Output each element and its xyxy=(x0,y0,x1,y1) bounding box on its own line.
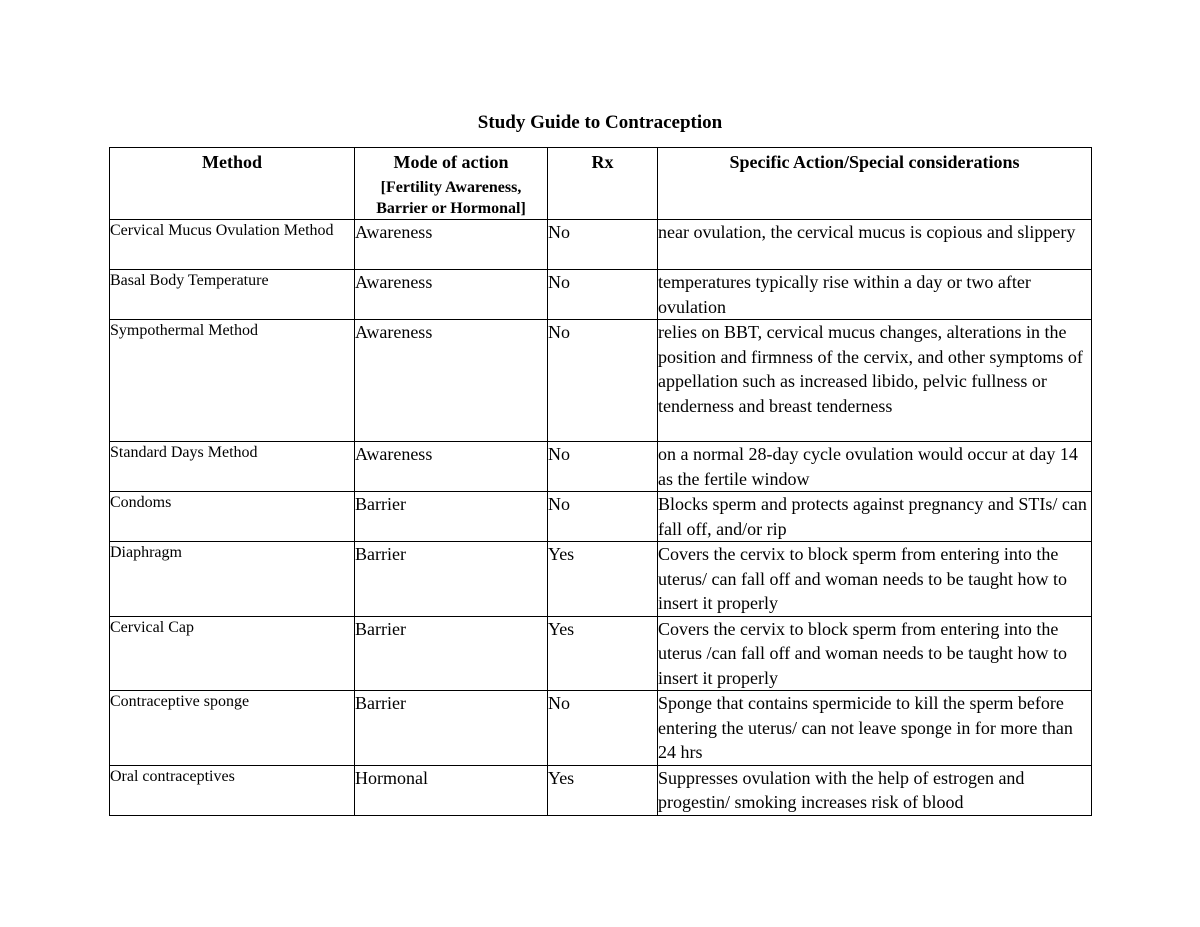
table-row xyxy=(110,542,1092,617)
header-specific-action: Specific Action/Special considerations xyxy=(658,148,1092,220)
contraception-table xyxy=(109,147,1092,816)
rx-cell: No xyxy=(548,691,658,766)
header-mode-sub-line-2: Barrier or Hormonal] xyxy=(376,200,526,217)
rx-cell: Yes xyxy=(548,616,658,691)
table-row xyxy=(110,492,1092,542)
table-header-row xyxy=(110,148,1092,220)
mode-cell: Awareness xyxy=(355,270,548,320)
detail-cell: Suppresses ovulation with the help of estrogen and progestin/ smoking increases risk of blood xyxy=(658,765,1092,815)
method-cell: Diaphragm xyxy=(110,542,355,617)
detail-cell: Blocks sperm and protects against pregnancy and STIs/ can fall off, and/or rip xyxy=(658,492,1092,542)
rx-cell: No xyxy=(548,270,658,320)
method-cell: Oral contraceptives xyxy=(110,765,355,815)
header-method: Method xyxy=(110,148,355,220)
table-row xyxy=(110,270,1092,320)
method-cell: Sympothermal Method xyxy=(110,320,355,442)
detail-cell: on a normal 28-day cycle ovulation would occur at day 14 as the fertile window xyxy=(658,442,1092,492)
header-mode-subtitle xyxy=(355,174,547,219)
header-mode-of-action xyxy=(355,148,548,220)
detail-cell: relies on BBT, cervical mucus changes, alterations in the position and firmness of the cervix, and other symptoms of appellation such as increased libido, pelvic fullness or tenderness and breast tenderness xyxy=(658,320,1092,442)
rx-cell: No xyxy=(548,442,658,492)
mode-cell: Barrier xyxy=(355,542,548,617)
table-row xyxy=(110,220,1092,270)
header-rx: Rx xyxy=(548,148,658,220)
table-row xyxy=(110,320,1092,442)
mode-cell: Hormonal xyxy=(355,765,548,815)
method-cell: Cervical Mucus Ovulation Method xyxy=(110,220,355,270)
detail-cell: Covers the cervix to block sperm from entering into the uterus /can fall off and woman needs to be taught how to insert it properly xyxy=(658,616,1092,691)
method-cell: Contraceptive sponge xyxy=(110,691,355,766)
table-row xyxy=(110,691,1092,766)
mode-cell: Barrier xyxy=(355,616,548,691)
detail-cell: temperatures typically rise within a day or two after ovulation xyxy=(658,270,1092,320)
table-row xyxy=(110,442,1092,492)
table-row xyxy=(110,765,1092,815)
detail-cell: near ovulation, the cervical mucus is copious and slippery xyxy=(658,220,1092,270)
mode-cell: Awareness xyxy=(355,442,548,492)
header-mode-label: Mode of action xyxy=(393,152,509,172)
mode-cell: Awareness xyxy=(355,220,548,270)
mode-cell: Barrier xyxy=(355,691,548,766)
header-mode-sub-line-1: [Fertility Awareness, xyxy=(380,179,522,196)
table-row xyxy=(110,616,1092,691)
method-cell: Standard Days Method xyxy=(110,442,355,492)
mode-cell: Barrier xyxy=(355,492,548,542)
rx-cell: No xyxy=(548,220,658,270)
detail-cell: Covers the cervix to block sperm from entering into the uterus/ can fall off and woman needs to be taught how to insert it properly xyxy=(658,542,1092,617)
rx-cell: Yes xyxy=(548,542,658,617)
detail-cell: Sponge that contains spermicide to kill the sperm before entering the uterus/ can not leave sponge in for more than 24 hrs xyxy=(658,691,1092,766)
method-cell: Cervical Cap xyxy=(110,616,355,691)
rx-cell: Yes xyxy=(548,765,658,815)
rx-cell: No xyxy=(548,320,658,442)
document-title: Study Guide to Contraception xyxy=(477,112,723,133)
rx-cell: No xyxy=(548,492,658,542)
method-cell: Condoms xyxy=(110,492,355,542)
mode-cell: Awareness xyxy=(355,320,548,442)
method-cell: Basal Body Temperature xyxy=(110,270,355,320)
